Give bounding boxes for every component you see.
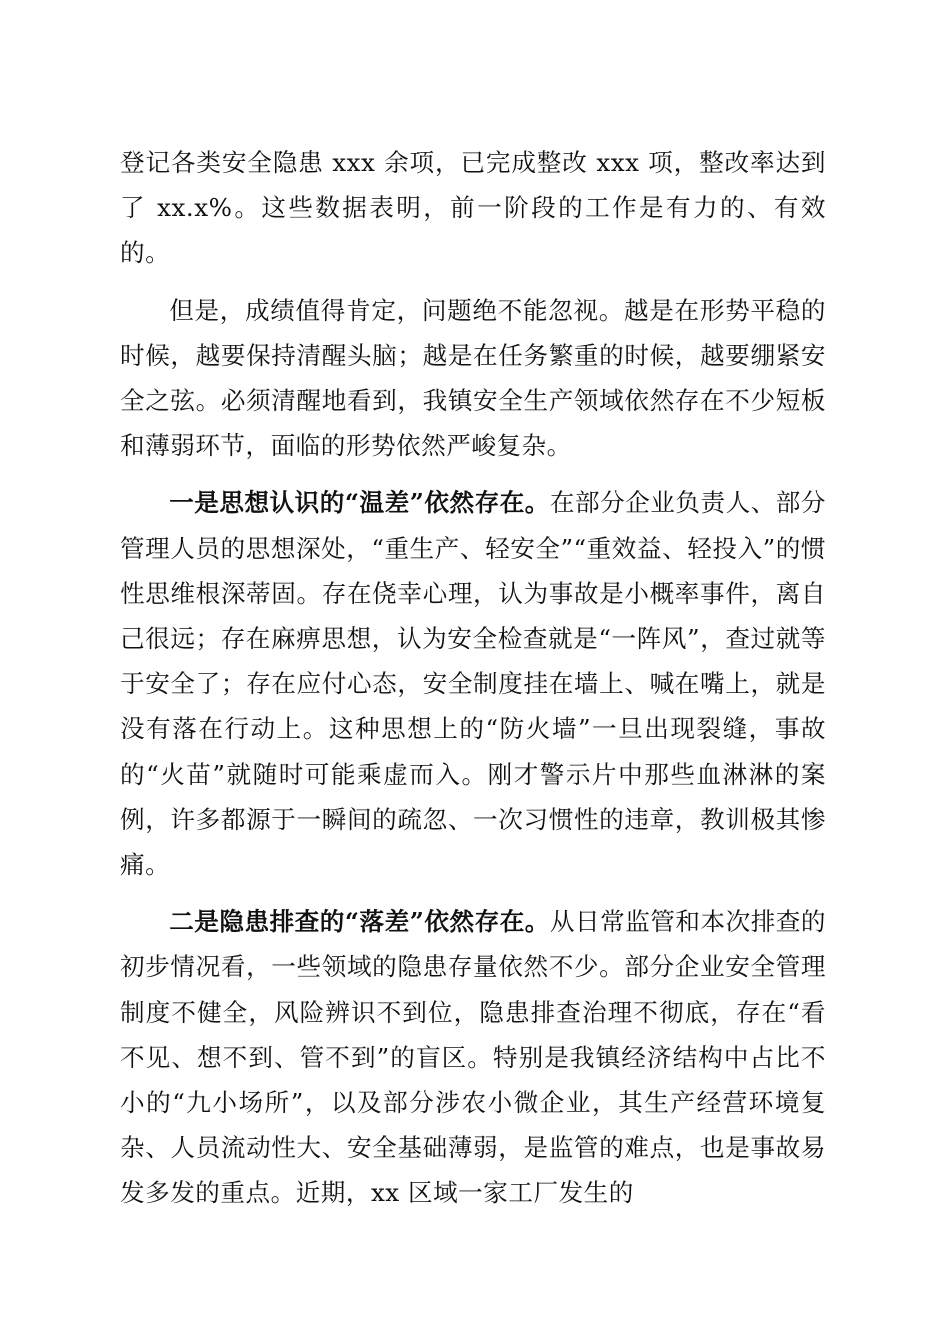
paragraph-3-text: 在部分企业负责人、部分管理人员的思想深处，“重生产、轻安全”“重效益、轻投入”的惯性思维根深蒂固。存在侥幸心理，认为事故是小概率事件，离自己很远；存在麻痹思想，认为安全检查就是“一阵风”，查过就等于安全了；存在应付心态，安全制度挂在墙上、喊在嘴上，就是没有落在行动上。这种思想上的“防火墙”一旦出现裂缝，事故的“火苗”就随时可能乘虚而入。刚才警示片中那些血淋淋的案例，许多都源于一瞬间的疏忽、一次习惯性的违章，教训极其惨痛。	[120, 488, 826, 880]
paragraph-4-text: 从日常监管和本次排查的初步情况看，一些领域的隐患存量依然不少。部分企业安全管理制度不健全，风险辨识不到位，隐患排查治理不彻底，存在“看不见、想不到、管不到”的盲区。特别是我镇经济结构中占比不小的“九小场所”，以及部分涉农小微企业，其生产经营环境复杂、人员流动性大、安全基础薄弱，是监管的难点，也是事故易发多发的重点。近期，xx 区域一家工厂发生的	[120, 907, 826, 1208]
paragraph-2-text: 但是，成绩值得肯定，问题绝不能忽视。越是在形势平稳的时候，越要保持清醒头脑；越是在任务繁重的时候，越要绷紧安全之弦。必须清醒地看到，我镇安全生产领域依然存在不少短板和薄弱环节，面临的形势依然严峻复杂。	[120, 295, 826, 461]
paragraph-1-text: 登记各类安全隐患 xxx 余项，已完成整改 xxx 项，整改率达到了 xx.x%。这些数据表明，前一阶段的工作是有力的、有效的。	[120, 148, 826, 268]
document-body	[120, 140, 826, 1216]
paragraph-4-lead: 二是隐患排查的“落差”依然存在。	[169, 907, 550, 937]
paragraph-hazard-gap	[120, 899, 826, 1215]
paragraph-continued	[120, 140, 826, 276]
paragraph-thinking-gap	[120, 480, 826, 887]
paragraph-problems-intro	[120, 288, 826, 469]
paragraph-3-lead: 一是思想认识的“温差”依然存在。	[169, 488, 550, 518]
